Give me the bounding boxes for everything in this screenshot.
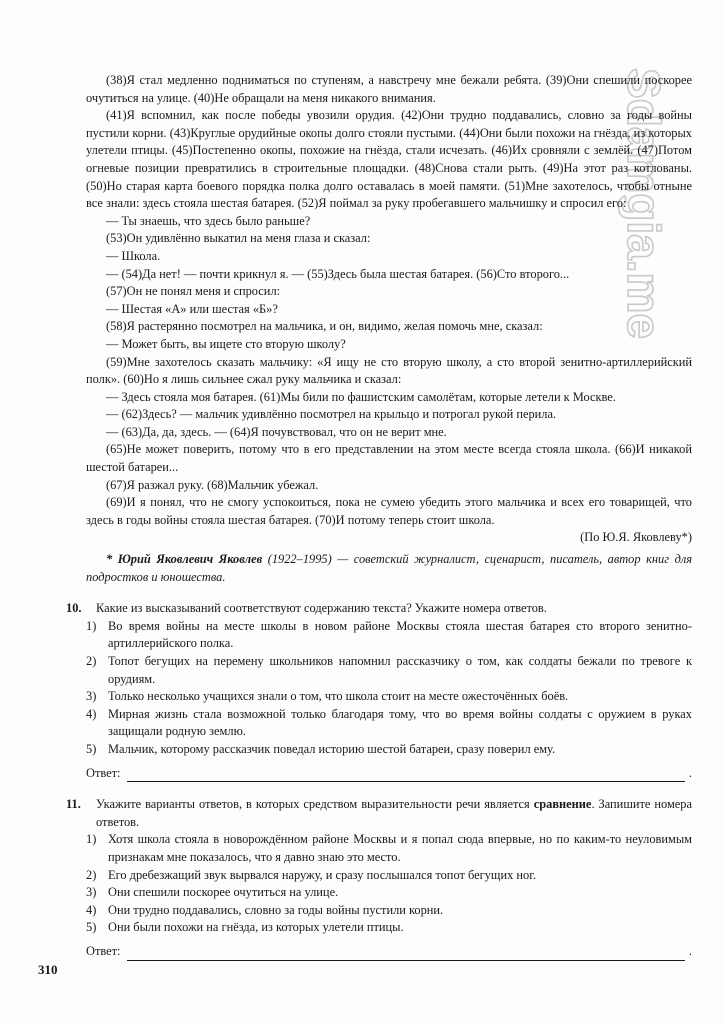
task-10 — [66, 600, 692, 782]
task-option — [86, 831, 692, 866]
task-11 — [66, 796, 692, 960]
answer-end-dot: . — [688, 943, 692, 958]
task-options — [86, 831, 692, 937]
text-column — [66, 72, 692, 961]
option-number: 2) — [86, 654, 97, 668]
question-part: Укажите варианты ответов, в которых средством выразительности речи является — [96, 797, 534, 812]
task-option — [86, 867, 692, 885]
dialogue-line: (58)Я растерянно посмотрел на мальчика, и он, видимо, желая помочь мне, сказал: — [106, 319, 543, 334]
option-number: 5) — [86, 920, 97, 935]
task-number: 10. — [66, 601, 82, 616]
option-text: Во время войны на месте школы в новом районе Москвы стояла шестая батарея сто второго зенитно-артиллерийского полка. — [108, 618, 692, 651]
task-option — [86, 706, 692, 741]
answer-line[interactable] — [127, 769, 685, 782]
story-paragraph: (41)Я вспомнил, как после победы увозили орудия. (42)Они трудно поддавались, словно за годы войны пустили корни. (43)Круглые орудийные окопы долго стояли пустыми. (44)Они были похожи на гнёзда, из которых улетели птицы. (45)Постепенно окопы, похожие на гнёзда, стали исчезать. (46)Их сровняли с землёй. (47)Потом огневые позиции превратились в строительные площадки. (48)Снова стали рыть. (49)На этот раз котлованы. (50)Но старая карта боевого порядка полка долго оставалась в моей памяти. (51)Мне захотелось, чтобы отныне все знали: здесь стояла шестая батарея. (52)Я поймал за руку пробегавшего мальчишку и спросил его: — [86, 108, 692, 211]
option-number: 4) — [86, 902, 97, 917]
option-number: 1) — [86, 618, 97, 633]
story-paragraph: (69)И я понял, что не смогу успокоиться, пока не сумею убедить этого мальчика и всех его товарищей, что здесь в годы войны стояла шестая батарея. (70)И потому теперь стоит школа. — [86, 495, 692, 527]
option-number: 5) — [86, 741, 97, 756]
dialogue-line: — Ты знаешь, что здесь было раньше? — [106, 213, 311, 228]
dialogue-line: — Может быть, вы ищете сто вторую школу? — [106, 336, 346, 351]
option-number: 2) — [86, 867, 97, 882]
story-paragraph: (38)Я стал медленно подниматься по ступеням, а навстречу мне бежали ребята. (39)Они спешили поскорее очутиться на улице. (40)Не обращали на меня никакого внимания. — [86, 73, 692, 105]
author-footnote — [86, 551, 692, 586]
option-text: Хотя школа стояла в новорождённом районе Москвы и я попал сюда впервые, но по каким-то неуловимым признакам мне показалось, что я давно знаю это место. — [108, 832, 692, 864]
dialogue-line: — (54)Да нет! — почти крикнул я. — (55)Здесь была шестая батарея. (56)Сто второго... — [106, 266, 570, 281]
answer-label: Ответ: — [86, 943, 121, 958]
story-paragraph: (65)Не может поверить, потому что в его представлении на этом месте всегда стояла школа. (66)И никакой шестой батареи... — [86, 442, 692, 475]
answer-field[interactable] — [86, 765, 692, 783]
dialogue-line: — (63)Да, да, здесь. — (64)Я почувствовал, что он не верит мне. — [106, 424, 447, 439]
author-name: * Юрий Яковлевич Яковлев — [106, 552, 263, 567]
question-keyword: сравнение — [533, 797, 592, 812]
story-paragraph: — Здесь стояла моя батарея. (61)Мы били по фашистским самолётам, которые летели к Москве. — [106, 389, 616, 404]
option-text: Топот бегущих на перемену школьников напомнил рассказчику о том, как солдаты бежали по тревоге к орудиям. — [108, 654, 692, 686]
watermark-text: Sdamgia.me — [618, 68, 670, 339]
option-number: 4) — [86, 706, 97, 721]
option-number: 1) — [86, 832, 97, 847]
task-option — [86, 618, 692, 653]
answer-label: Ответ: — [86, 765, 121, 780]
task-option — [86, 741, 692, 759]
dialogue-line: — Шестая «А» или шестая «Б»? — [106, 301, 278, 316]
dialogue-line: (53)Он удивлённо выкатил на меня глаза и сказал: — [106, 231, 371, 246]
task-option — [86, 919, 692, 937]
page-number: 310 — [38, 962, 58, 977]
task-question — [96, 796, 692, 831]
task-question: Какие из высказываний соответствуют содержанию текста? Укажите номера ответов. — [96, 601, 547, 616]
dialogue-line: (67)Я разжал руку. (68)Мальчик убежал. — [106, 477, 319, 492]
option-number: 3) — [86, 885, 97, 900]
answer-field[interactable] — [86, 943, 692, 961]
task-header — [66, 600, 692, 618]
task-header — [66, 796, 692, 831]
task-option — [86, 653, 692, 688]
answer-line[interactable] — [127, 948, 685, 961]
option-text: Они были похожи на гнёзда, из которых улетели птицы. — [108, 920, 404, 935]
option-text: Они спешили поскорее очутиться на улице. — [108, 885, 339, 900]
option-text: Они трудно поддавались, словно за годы войны пустили корни. — [108, 902, 444, 917]
option-number: 3) — [86, 689, 97, 704]
task-number: 11. — [66, 797, 81, 812]
option-text: Мальчик, которому рассказчик поведал историю шестой батареи, сразу поверил ему. — [108, 741, 556, 756]
dialogue-line: — Школа. — [106, 248, 161, 263]
task-option — [86, 688, 692, 706]
story-paragraph: (59)Мне захотелось сказать мальчику: «Я ищу не сто вторую школу, а сто второй зенитно-артиллерийский полк». (60)Но я лишь сильнее сжал руку мальчика и сказал: — [86, 354, 692, 387]
answer-end-dot: . — [688, 765, 692, 780]
dialogue-line: — (62)Здесь? — мальчик удивлённо посмотрел на крыльцо и потрогал рукой перила. — [106, 407, 557, 422]
question-part: . Запишите номера ответов. — [96, 797, 692, 829]
option-text: Мирная жизнь стала возможной только благодаря тому, что во время войны солдаты с оружием в руках защищали родную землю. — [108, 706, 692, 739]
dialogue-line: (57)Он не понял меня и спросил: — [106, 284, 281, 299]
author-bio: (1922–1995) — советский журналист, сценарист, писатель, автор книг для подростков и юношества. — [86, 552, 692, 584]
source-attribution: (По Ю.Я. Яковлеву*) — [580, 530, 692, 545]
task-options — [86, 618, 692, 759]
task-option — [86, 902, 692, 920]
option-text: Его дребезжащий звук вырвался наружу, и сразу послышался топот бегущих ног. — [108, 867, 536, 882]
task-option — [86, 884, 692, 902]
option-text: Только несколько учащихся знали о том, что школа стоит на месте ожесточённых боёв. — [108, 689, 569, 704]
